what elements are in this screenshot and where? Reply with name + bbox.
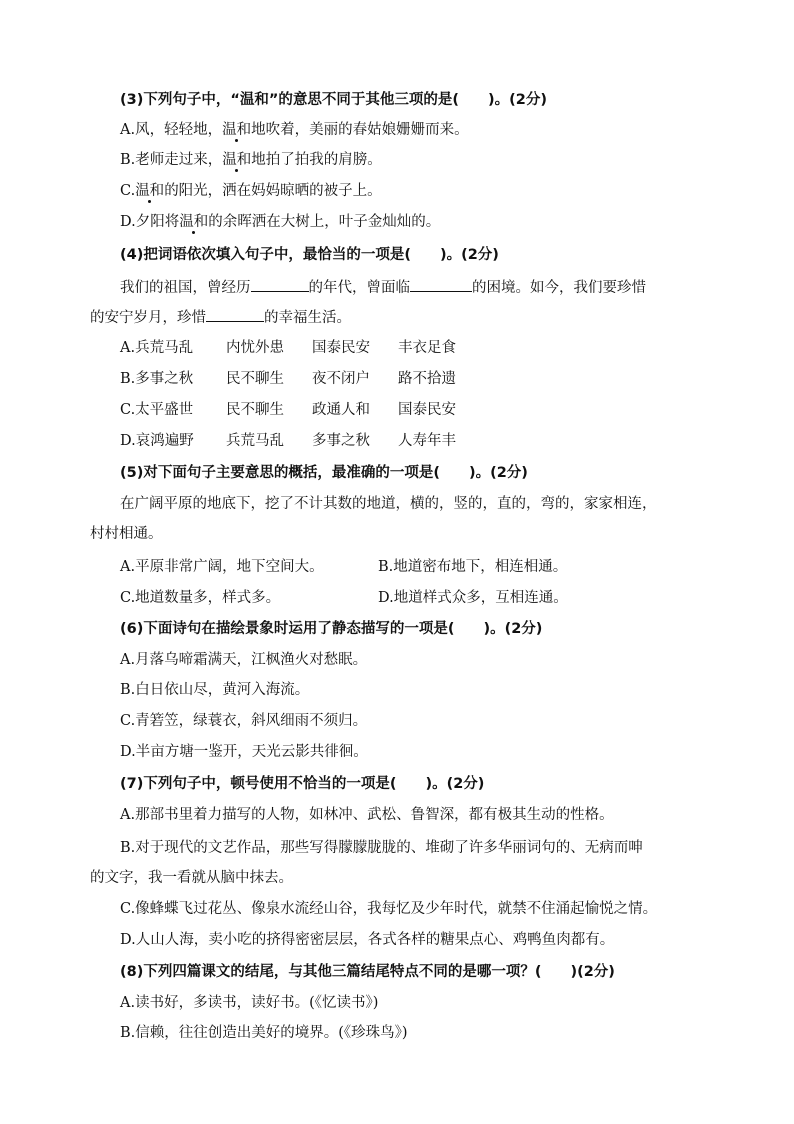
option-text: 地拍了拍我的肩膀。 (251, 152, 382, 168)
emphasized-word: 温和 (222, 152, 252, 168)
fill-blank-2[interactable] (410, 277, 472, 292)
question-4-title: (4)把词语依次填入句子中，最恰当的一项是( )。(2分) (120, 247, 499, 263)
question-7-title: (7)下列句子中，顿号使用不恰当的一项是( )。(2分) (120, 776, 485, 792)
fill-blank-3[interactable] (206, 307, 264, 322)
question-7-option-b-line-1[interactable]: B.对于现代的文艺作品，那些写得朦朦胧胧的、堆砌了许多华丽词句的、无病而呻 (120, 840, 643, 856)
passage-text: 的困境。如今，我们要珍惜 (472, 280, 646, 296)
option-word: 人寿年丰 (398, 433, 456, 449)
question-4-option-c[interactable] (120, 400, 704, 420)
question-5-title: (5)对下面句子主要意思的概括，最准确的一项是( )。(2分) (120, 465, 528, 481)
option-word: 兵荒马乱 (226, 433, 284, 449)
question-7-option-d[interactable]: D.人山人海，卖小吃的挤得密密层层，各式各样的糖果点心、鸡鸭鱼肉都有。 (120, 932, 615, 948)
question-8-title: (8)下列四篇课文的结尾，与其他三篇结尾特点不同的是哪一项？( )(2分) (120, 964, 615, 980)
option-word: 民不聊生 (226, 402, 284, 418)
option-word: D.哀鸿遍野 (120, 433, 194, 449)
question-6-option-a[interactable]: A.月落乌啼霜满天，江枫渔火对愁眠。 (120, 652, 368, 668)
question-5-option-c[interactable]: C.地道数量多，样式多。 (120, 590, 281, 606)
question-5-passage-line-1: 在广阔平原的地底下，挖了不计其数的地道，横的，竖的，直的，弯的，家家相连， (120, 496, 657, 512)
passage-text: 我们的祖国，曾经历 (120, 280, 251, 296)
question-4-passage-line-1 (120, 277, 704, 298)
option-text: A.风，轻轻地， (120, 122, 223, 138)
question-5-option-d[interactable]: D.地道样式众多，互相连通。 (378, 590, 568, 606)
passage-text: 的幸福生活。 (264, 310, 351, 326)
question-6-option-d[interactable]: D.半亩方塘一鉴开，天光云影共徘徊。 (120, 744, 368, 760)
option-word: 路不拾遗 (398, 371, 456, 387)
question-8-option-a[interactable]: A.读书好，多读书，读好书。(《忆读书》) (120, 995, 379, 1011)
option-text: B.老师走过来， (120, 152, 223, 168)
option-word: A.兵荒马乱 (120, 340, 194, 356)
option-text: 的阳光，洒在妈妈晾晒的被子上。 (164, 183, 382, 199)
option-word: C.太平盛世 (120, 402, 194, 418)
question-3-option-b[interactable] (120, 150, 704, 170)
emphasized-word: 温和 (179, 214, 209, 230)
option-text: D.夕阳将 (120, 214, 180, 230)
emphasized-word: 温和 (135, 183, 165, 199)
option-text: 的余晖洒在大树上，叶子金灿灿的。 (208, 214, 441, 230)
option-word: 内忧外患 (226, 340, 284, 356)
question-7-option-b-line-2[interactable]: 的文字，我一看就从脑中抹去。 (90, 870, 293, 886)
option-word: 丰衣足食 (398, 340, 456, 356)
fill-blank-1[interactable] (251, 277, 309, 292)
option-word: B.多事之秋 (120, 371, 194, 387)
option-word: 民不聊生 (226, 371, 284, 387)
option-word: 国泰民安 (312, 340, 370, 356)
question-6-title: (6)下面诗句在描绘景象时运用了静态描写的一项是( )。(2分) (120, 621, 543, 637)
question-4-passage-line-2 (90, 307, 704, 328)
question-4-option-a[interactable] (120, 338, 704, 358)
passage-text: 的年代，曾面临 (308, 280, 410, 296)
question-6-option-b[interactable]: B.白日依山尽，黄河入海流。 (120, 682, 310, 698)
question-8-option-b[interactable]: B.信赖，往往创造出美好的境界。(《珍珠鸟》) (120, 1025, 408, 1041)
option-text: 地吹着，美丽的春姑娘姗姗而来。 (251, 122, 469, 138)
passage-text: 的安宁岁月，珍惜 (90, 310, 206, 326)
question-7-option-c[interactable]: C.像蜂蝶飞过花丛、像泉水流经山谷，我每忆及少年时代，就禁不住涌起愉悦之情。 (120, 901, 658, 917)
question-7-option-a[interactable]: A.那部书里着力描写的人物，如林冲、武松、鲁智深，都有极其生动的性格。 (120, 807, 614, 823)
question-5-option-b[interactable]: B.地道密布地下，相连相通。 (378, 559, 568, 575)
question-4-option-d[interactable] (120, 431, 704, 451)
option-word: 国泰民安 (398, 402, 456, 418)
question-5-option-a[interactable]: A.平原非常广阔，地下空间大。 (120, 559, 324, 575)
question-3-title: (3)下列句子中，“温和”的意思不同于其他三项的是( )。(2分) (120, 92, 547, 108)
question-5-passage-line-2: 村村相通。 (90, 526, 163, 542)
question-6-option-c[interactable]: C.青箬笠，绿蓑衣，斜风细雨不须归。 (120, 713, 368, 729)
option-word: 多事之秋 (312, 433, 370, 449)
emphasized-word: 温和 (222, 122, 252, 138)
question-4-option-b[interactable] (120, 369, 704, 389)
option-word: 政通人和 (312, 402, 370, 418)
option-word: 夜不闭户 (312, 371, 370, 387)
question-3-option-a[interactable] (120, 120, 704, 140)
question-3-option-d[interactable] (120, 212, 704, 232)
option-text: C. (120, 183, 136, 199)
question-3-option-c[interactable] (120, 181, 704, 201)
